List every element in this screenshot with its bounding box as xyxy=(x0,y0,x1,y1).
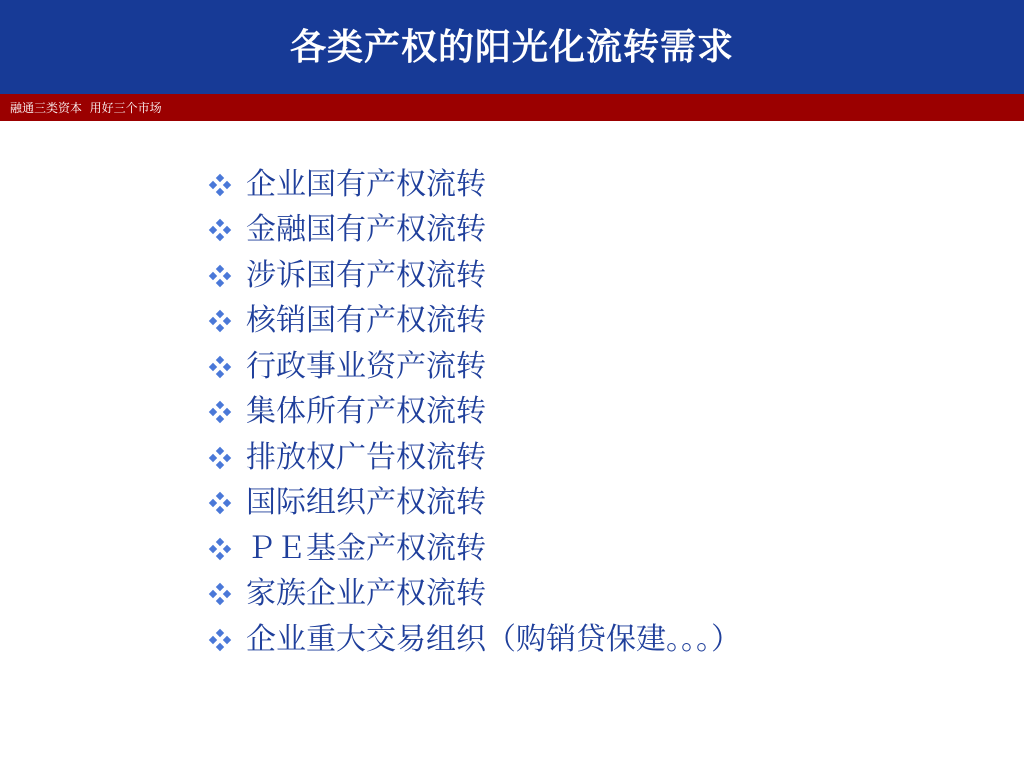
bullet-text: 核销国有产权流转 xyxy=(246,303,486,339)
list-item xyxy=(208,526,741,572)
list-item xyxy=(208,617,741,663)
list-item xyxy=(208,390,741,436)
bullet-text: 家族企业产权流转 xyxy=(246,576,486,612)
bullet-text: 涉诉国有产权流转 xyxy=(246,257,486,293)
four-diamond-bullet-icon xyxy=(208,628,232,652)
subtitle-bar xyxy=(0,94,1024,121)
four-diamond-bullet-icon xyxy=(208,582,232,606)
bullet-text: ＰＥ基金产权流转 xyxy=(246,530,486,566)
four-diamond-bullet-icon xyxy=(208,264,232,288)
list-item xyxy=(208,299,741,345)
bullet-text: 排放权广告权流转 xyxy=(246,439,486,475)
list-item xyxy=(208,344,741,390)
four-diamond-bullet-icon xyxy=(208,173,232,197)
bullet-text: 行政事业资产流转 xyxy=(246,348,486,384)
list-item xyxy=(208,253,741,299)
four-diamond-bullet-icon xyxy=(208,309,232,333)
four-diamond-bullet-icon xyxy=(208,400,232,424)
list-item xyxy=(208,162,741,208)
four-diamond-bullet-icon xyxy=(208,491,232,515)
four-diamond-bullet-icon xyxy=(208,218,232,242)
four-diamond-bullet-icon xyxy=(208,537,232,561)
four-diamond-bullet-icon xyxy=(208,446,232,470)
list-item xyxy=(208,208,741,254)
four-diamond-bullet-icon xyxy=(208,355,232,379)
list-item xyxy=(208,481,741,527)
list-item xyxy=(208,572,741,618)
title-bar xyxy=(0,0,1024,94)
bullet-text: 金融国有产权流转 xyxy=(246,212,486,248)
bullet-list xyxy=(208,162,741,663)
bullet-text: 国际组织产权流转 xyxy=(246,485,486,521)
bullet-text: 集体所有产权流转 xyxy=(246,394,486,430)
list-item xyxy=(208,435,741,481)
slide-subtitle: 融通三类资本 用好三个市场 xyxy=(10,101,162,115)
bullet-text: 企业国有产权流转 xyxy=(246,166,486,202)
bullet-text: 企业重大交易组织（购销贷保建。。。） xyxy=(246,621,741,657)
slide-title: 各类产权的阳光化流转需求 xyxy=(289,26,734,68)
